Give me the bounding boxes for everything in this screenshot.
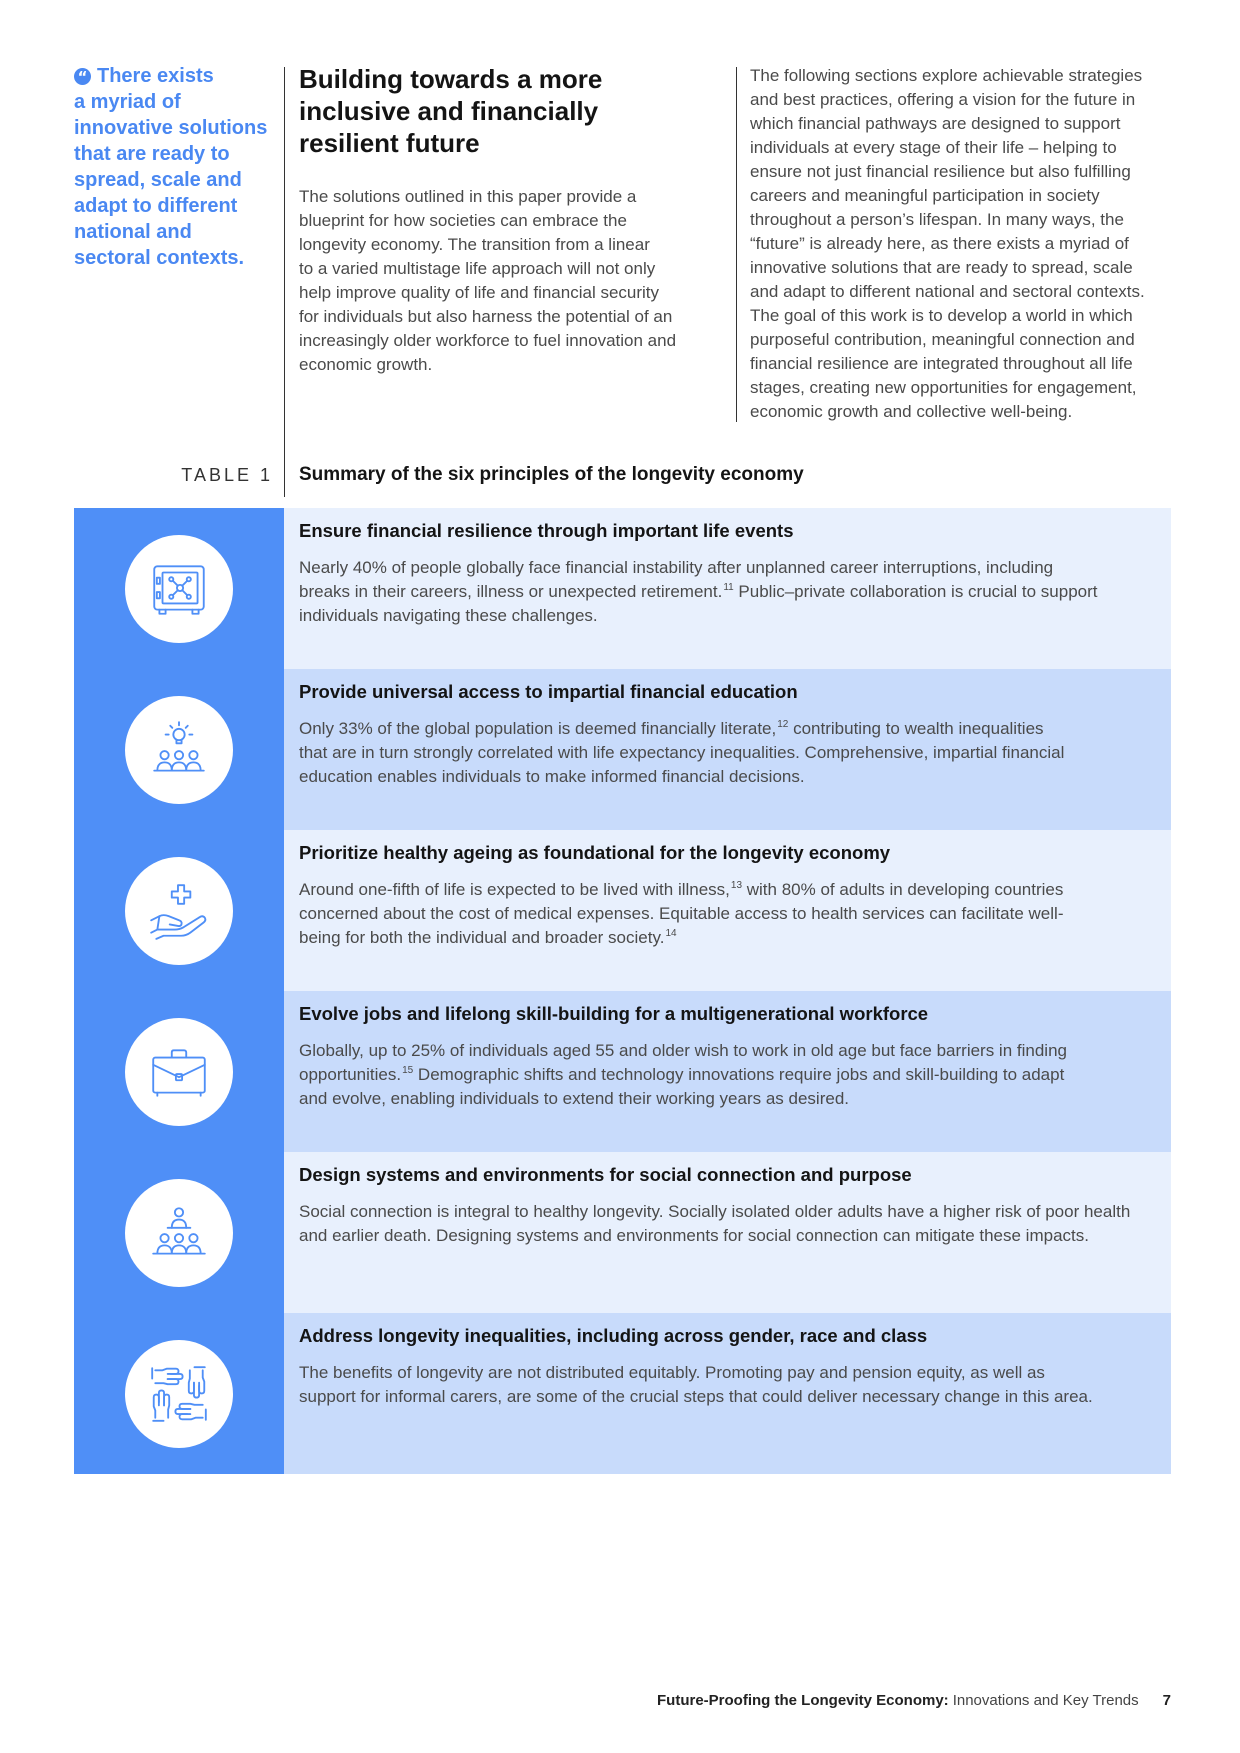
paragraph-line: stages, creating new opportunities for engagement, <box>750 378 1137 397</box>
description-line: that are in turn strongly correlated with life expectancy inequalities. Comprehensive, impartial financial <box>299 743 1065 762</box>
principle-title: Design systems and environments for social connection and purpose <box>299 1164 912 1185</box>
principle-content <box>284 830 1171 991</box>
briefcase-icon <box>146 1039 212 1105</box>
paragraph-line: careers and meaningful participation in society <box>750 186 1100 205</box>
principle-row <box>74 508 1171 669</box>
pull-quote-line: sectoral contexts. <box>74 247 245 269</box>
table-label: TABLE 1 <box>181 465 273 485</box>
paragraph-line: for individuals but also harness the potential of an <box>299 307 673 326</box>
description-line: Globally, up to 25% of individuals aged 55 and older wish to work in old age but face barriers in finding <box>299 1041 1067 1060</box>
text-segment: being for both the individual and broader society. <box>299 928 665 947</box>
description-line: concerned about the cost of medical expenses. Equitable access to health services can facilitate well- <box>299 904 1064 923</box>
page-footer <box>657 1689 1171 1713</box>
paragraph-line: ensure not just financial resilience but also fulfilling <box>750 162 1131 181</box>
text-segment: breaks in their careers, illness or unexpected retirement. <box>299 582 723 601</box>
icon-cell <box>74 1152 284 1313</box>
principle-title: Provide universal access to impartial financial education <box>299 681 798 702</box>
hand-medical-cross-icon <box>146 878 212 944</box>
paragraph-line: economic growth and collective well-being. <box>750 402 1073 421</box>
footnote-reference: 13 <box>730 880 743 891</box>
footer-title-rest: Innovations and Key Trends <box>952 1692 1139 1709</box>
footer-title-bold: Future-Proofing the Longevity Economy: <box>657 1692 949 1709</box>
paragraph-line: help improve quality of life and financial security <box>299 283 660 302</box>
heading-line: resilient future <box>299 128 480 158</box>
paragraph-line: and adapt to different national and sectoral contexts. <box>750 282 1145 301</box>
pull-quote-line: a myriad of <box>74 91 181 113</box>
section-heading <box>299 63 602 159</box>
description-line <box>299 926 1171 950</box>
column-divider <box>736 67 737 422</box>
paragraph-line: blueprint for how societies can embrace the <box>299 211 627 230</box>
principle-row <box>74 991 1171 1152</box>
joined-hands-icon <box>146 1361 212 1427</box>
table-title: Summary of the six principles of the longevity economy <box>299 464 804 485</box>
heading-line: Building towards a more <box>299 64 603 94</box>
quote-icon <box>74 68 91 85</box>
text-segment: Public–private collaboration is crucial to support <box>733 582 1098 601</box>
description-line <box>299 580 1171 604</box>
pull-quote-line: national and <box>74 221 192 243</box>
icon-cell <box>74 669 284 830</box>
icon-badge <box>125 857 233 965</box>
principle-content <box>284 669 1171 830</box>
description-line: The benefits of longevity are not distributed equitably. Promoting pay and pension equity, as well as <box>299 1363 1045 1382</box>
paragraph-line: and best practices, offering a vision for the future in <box>750 90 1136 109</box>
right-column-paragraph <box>750 64 1145 424</box>
principle-description <box>299 1361 1171 1409</box>
principle-content <box>284 1313 1171 1474</box>
text-segment: Only 33% of the global population is deemed financially literate, <box>299 719 777 738</box>
pull-quote-line: innovative solutions <box>74 117 268 139</box>
footnote-reference: 12 <box>777 719 789 730</box>
description-line: support for informal carers, are some of the crucial steps that could deliver necessary change in this area. <box>299 1387 1093 1406</box>
description-line <box>299 717 1171 741</box>
pull-quote <box>74 63 279 271</box>
intro-paragraph <box>299 185 676 377</box>
pull-quote-line: There exists <box>97 65 214 87</box>
principle-title: Address longevity inequalities, including across gender, race and class <box>299 1325 928 1346</box>
pull-quote-line: spread, scale and <box>74 169 242 191</box>
description-line <box>299 1063 1171 1087</box>
text-segment: with 80% of adults in developing countries <box>742 880 1064 899</box>
page-number: 7 <box>1162 1692 1171 1709</box>
icon-badge <box>125 696 233 804</box>
icon-badge <box>125 535 233 643</box>
heading-line: inclusive and financially <box>299 96 599 126</box>
paragraph-line: individuals at every stage of their life – helping to <box>750 138 1117 157</box>
icon-badge <box>125 1018 233 1126</box>
description-line: Social connection is integral to healthy longevity. Socially isolated older adults have a higher risk of poor health <box>299 1202 1131 1221</box>
icon-badge <box>125 1340 233 1448</box>
principle-content <box>284 991 1171 1152</box>
paragraph-line: innovative solutions that are ready to spread, scale <box>750 258 1133 277</box>
principle-title: Evolve jobs and lifelong skill-building for a multigenerational workforce <box>299 1003 929 1024</box>
pull-quote-line: adapt to different <box>74 195 238 217</box>
principle-row <box>74 830 1171 991</box>
community-icon <box>146 1200 212 1266</box>
principle-content <box>284 1152 1171 1313</box>
footnote-reference: 11 <box>723 582 734 593</box>
principle-row <box>74 1313 1171 1474</box>
lightbulb-team-icon <box>146 717 212 783</box>
description-line <box>299 878 1171 902</box>
description-line: individuals navigating these challenges. <box>299 606 598 625</box>
paragraph-line: increasingly older workforce to fuel innovation and <box>299 331 677 350</box>
paragraph-line: The goal of this work is to develop a world in which <box>750 306 1133 325</box>
footnote-reference: 14 <box>665 928 677 939</box>
principle-description <box>299 878 1171 950</box>
text-segment: opportunities. <box>299 1065 402 1084</box>
description-line: and evolve, enabling individuals to extend their working years as desired. <box>299 1089 849 1108</box>
paragraph-line: to a varied multistage life approach will not only <box>299 259 656 278</box>
principle-title: Ensure financial resilience through important life events <box>299 520 794 541</box>
safe-icon <box>146 556 212 622</box>
paragraph-line: economic growth. <box>299 355 433 374</box>
paragraph-line: purposeful contribution, meaningful connection and <box>750 330 1135 349</box>
principle-description <box>299 717 1171 789</box>
text-segment: Demographic shifts and technology innovations require jobs and skill-building to adapt <box>413 1065 1065 1084</box>
icon-cell <box>74 508 284 669</box>
paragraph-line: The solutions outlined in this paper provide a <box>299 187 637 206</box>
column-divider <box>284 67 285 497</box>
icon-cell <box>74 1313 284 1474</box>
paragraph-line: longevity economy. The transition from a linear <box>299 235 650 254</box>
principle-description <box>299 1200 1171 1248</box>
principle-description <box>299 1039 1171 1111</box>
description-line: education enables individuals to make informed financial decisions. <box>299 767 805 786</box>
icon-cell <box>74 991 284 1152</box>
paragraph-line: throughout a person’s lifespan. In many ways, the <box>750 210 1124 229</box>
paragraph-line: “future” is already here, as there exists a myriad of <box>750 234 1129 253</box>
text-segment: Around one-fifth of life is expected to be lived with illness, <box>299 880 730 899</box>
paragraph-line: which financial pathways are designed to support <box>750 114 1121 133</box>
principle-description <box>299 556 1171 628</box>
description-line: and earlier death. Designing systems and environments for social connection can mitigate these impacts. <box>299 1226 1089 1245</box>
text-segment: contributing to wealth inequalities <box>788 719 1044 738</box>
pull-quote-line: that are ready to <box>74 143 230 165</box>
principle-title: Prioritize healthy ageing as foundational for the longevity economy <box>299 842 891 863</box>
icon-cell <box>74 830 284 991</box>
icon-badge <box>125 1179 233 1287</box>
principle-row <box>74 669 1171 830</box>
principle-content <box>284 508 1171 669</box>
description-line: Nearly 40% of people globally face financial instability after unplanned career interruptions, including <box>299 558 1054 577</box>
principles-table <box>74 508 1171 1474</box>
footnote-reference: 15 <box>402 1065 414 1076</box>
pull-quote-text <box>74 63 279 271</box>
paragraph-line: financial resilience are integrated throughout all life <box>750 354 1133 373</box>
paragraph-line: The following sections explore achievable strategies <box>750 66 1143 85</box>
principle-row <box>74 1152 1171 1313</box>
